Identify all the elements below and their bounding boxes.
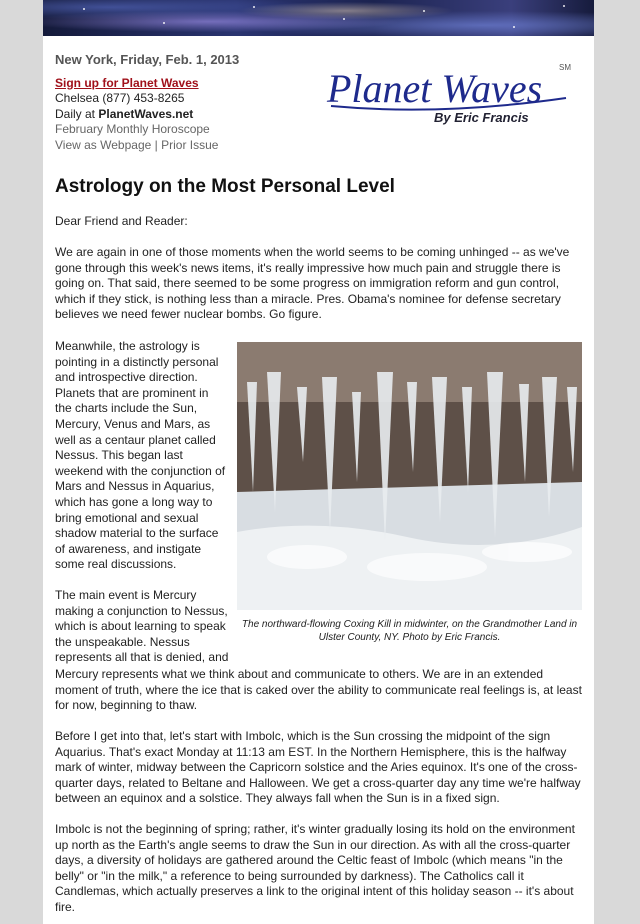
newsletter-page (43, 0, 594, 924)
paragraph-imbolc-spring: Imbolc is not the beginning of spring; rather, it's winter gradually losing its hold on the environment up north as the Earth's angle seems to draw the Sun in our direction. As with all the cross-quarter days, a diversity of holidays are gathered around the Celtic feast of Imbolc (which means "in the belly" or "in the milk," a reference to being surrounded by darkness). The Catholics call it Candlemas, which actually preserves a link to the original intent of this holiday season -- it's about fire. (55, 822, 575, 914)
paragraph-imbolc: Before I get into that, let's start with Imbolc, which is the Sun crossing the midpoint of the sign Aquarius. That's exact Monday at 11:13 am EST. In the Northern Hemisphere, this is the halfway mark of winter, midway between the Capricorn solstice and the Aries equinox. It's one of the cross-quarter days, related to Beltane and Halloween. We get a cross-quarter day any time we're halfway between an equinox and a solstice. They always fall when the Sun is in a fixed sign. (55, 729, 581, 806)
prior-issue-link[interactable]: Prior Issue (161, 137, 219, 152)
article-title: Astrology on the Most Personal Level (55, 176, 395, 197)
photo-caption: The northward-flowing Coxing Kill in midwinter, on the Grandmother Land in Ulster County, NY. Photo by Eric Francis. (241, 619, 578, 643)
view-as-webpage-link[interactable]: View as Webpage (55, 137, 152, 152)
daily-prefix: Daily at (55, 106, 99, 121)
link-separator: | (154, 137, 158, 152)
daily-site-line (55, 107, 239, 123)
header-info (55, 52, 239, 153)
phone-number: Chelsea (877) 453-8265 (55, 91, 185, 105)
logo-service-mark: SM (559, 63, 571, 72)
logo-wordmark: Planet Waves (327, 66, 543, 111)
dateline: New York, Friday, Feb. 1, 2013 (55, 52, 240, 67)
logo-byline: By Eric Francis (434, 110, 529, 125)
article-photo (237, 342, 582, 610)
paragraph-intro: We are again in one of those moments when the world seems to be coming unhinged -- as we've gone through this week's news items, it's really impressive how much pain and struggle there is going on. That said, there seemed to be some progress on immigration reform and gun control, which if they stick, is nothing less than a miracle. Pres. Obama's nominee for defense secretary believes we need fewer nuclear bombs. Go figure. (55, 245, 570, 322)
paragraph-main-event-continued: Mercury represents what we think about and communicate to others. We are in an extended moment of truth, where the ice that is caked over the ability to communicate real feelings is, at least for now, beginning to thaw. (55, 667, 582, 713)
monthly-horoscope-link[interactable]: February Monthly Horoscope (55, 122, 210, 136)
daily-site-link[interactable]: PlanetWaves.net (98, 106, 194, 121)
header-banner-image (43, 0, 594, 36)
paragraph-meanwhile: Meanwhile, the astrology is pointing in a distinctly personal and introspective direction. Planets that are prominent in the charts include the Sun, Mercury, Venus and Mars, as well as a centaur planet called Nessus. This began last weekend with the conjunction of Mars and Nessus in Aquarius, which has gone a long way to bring emotional and sexual shadow material to the surface of awareness, and instigate some real discussions. (55, 339, 226, 572)
greeting: Dear Friend and Reader: (55, 214, 188, 228)
signup-link[interactable]: Sign up for Planet Waves (55, 75, 199, 90)
ice-photo-illustration (237, 342, 582, 610)
paragraph-main-event: The main event is Mercury making a conjunction to Nessus, which is about learning to speak the unspeakable. Nessus represents all that is denied, and (55, 588, 229, 665)
